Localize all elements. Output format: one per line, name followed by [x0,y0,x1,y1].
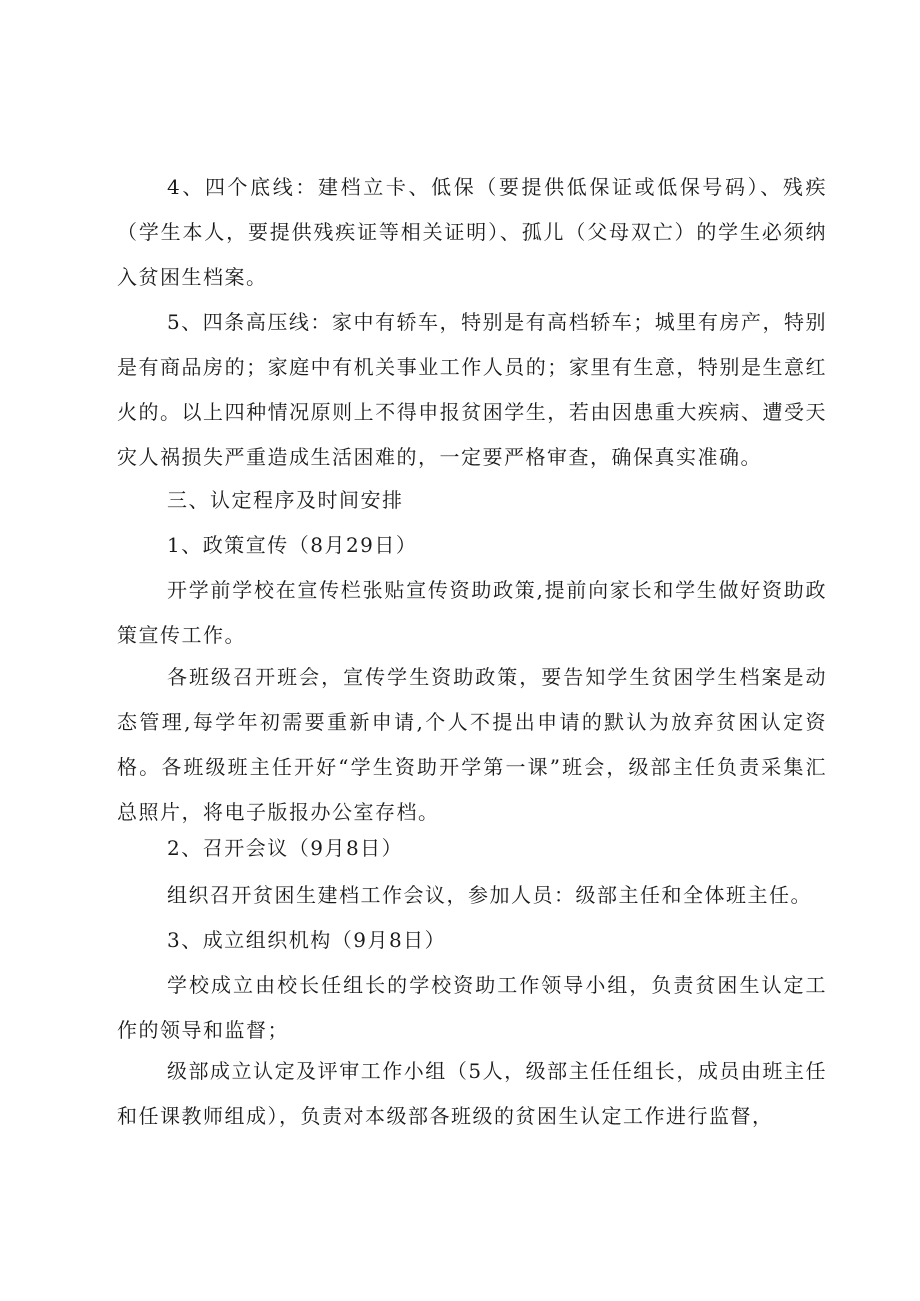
item-policy-publicity: 1、政策宣传（8月29日） [167,533,418,557]
paragraph-four-bottom-lines: 4、四个底线：建档立卡、低保（要提供低保证或低保号码）、残疾（学生本人，要提供残疾证等相关证明）、孤儿（父母双亡）的学生必须纳入贫困生档案。 [117,175,827,289]
paragraph-class-meeting: 各班级召开班会，宣传学生资助政策，要告知学生贫困学生档案是动态管理,每学年初需要重新申请,个人不提出申请的默认为放弃贫困认定资格。各班级班主任开好“学生资助开学第一课”班会，级部主任负责采集汇总照片，将电子版报办公室存档。 [117,665,827,824]
paragraph-four-high-voltage-lines: 5、四条高压线：家中有轿车，特别是有高档轿车；城里有房产，特别是有商品房的；家庭中有机关事业工作人员的；家里有生意，特别是生意红火的。以上四种情况原则上不得申报贫困学生，若由因患重大疾病、遭受天灾人祸损失严重造成生活困难的，一定要严格审查，确保真实准确。 [117,310,827,469]
paragraph-school-leading-group: 学校成立由校长任组长的学校资助工作领导小组，负责贫困生认定工作的领导和监督； [117,973,827,1042]
paragraph-meeting-participants: 组织召开贫困生建档工作会议，参加人员：级部主任和全体班主任。 [167,883,812,907]
paragraph-grade-review-group: 级部成立认定及评审工作小组（5人，级部主任任组长，成员由班主任和任课教师组成），负责对本级部各班级的贫困生认定工作进行监督， [117,1059,827,1128]
item-hold-meeting: 2、召开会议（9月8日） [167,836,404,860]
item-establish-organization: 3、成立组织机构（9月8日） [167,928,447,952]
section-heading-procedure: 三、认定程序及时间安排 [167,488,404,512]
paragraph-publicity-board: 开学前学校在宣传栏张贴宣传资助政策,提前向家长和学生做好资助政策宣传工作。 [117,578,827,647]
